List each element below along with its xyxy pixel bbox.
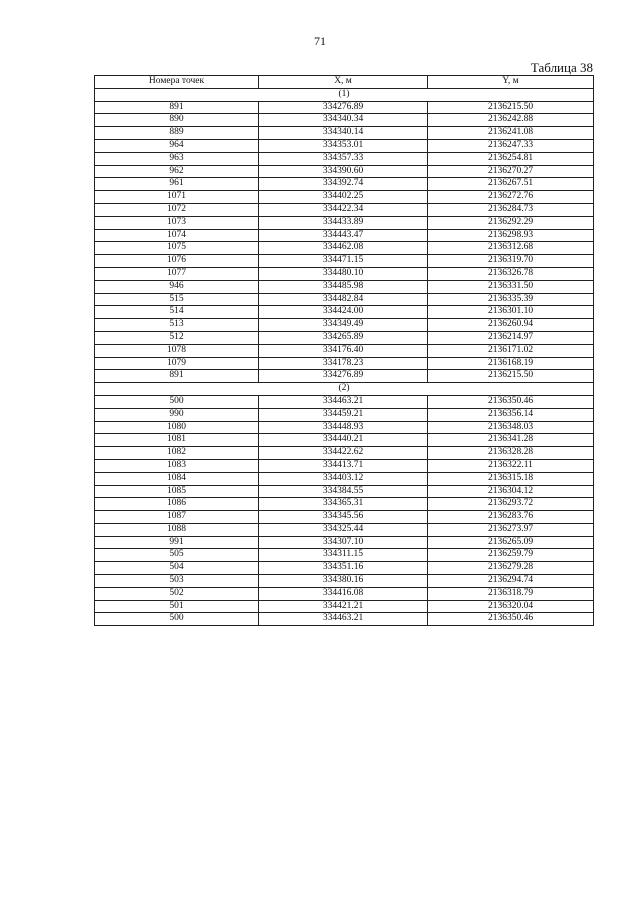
y-coordinate-cell: 2136319.70: [428, 255, 594, 268]
x-coordinate-cell: 334448.93: [259, 421, 428, 434]
x-coordinate-cell: 334422.62: [259, 447, 428, 460]
section-label-row: [95, 88, 594, 101]
x-coordinate-cell: 334345.56: [259, 511, 428, 524]
x-coordinate-cell: 334424.00: [259, 306, 428, 319]
x-coordinate-cell: 334440.21: [259, 434, 428, 447]
point-number-cell: 889: [95, 127, 259, 140]
point-number-cell: 1076: [95, 255, 259, 268]
table-row: [95, 255, 594, 268]
x-coordinate-cell: 334482.84: [259, 293, 428, 306]
table-row: [95, 229, 594, 242]
y-coordinate-cell: 2136270.27: [428, 165, 594, 178]
table-row: [95, 165, 594, 178]
y-coordinate-cell: 2136171.02: [428, 344, 594, 357]
table-row: [95, 511, 594, 524]
table-row: [95, 216, 594, 229]
point-number-cell: 1082: [95, 447, 259, 460]
y-coordinate-cell: 2136312.68: [428, 242, 594, 255]
x-coordinate-cell: 334178.23: [259, 357, 428, 370]
y-coordinate-cell: 2136348.03: [428, 421, 594, 434]
x-coordinate-cell: 334443.47: [259, 229, 428, 242]
section-label-row: [95, 383, 594, 396]
y-coordinate-cell: 2136272.76: [428, 191, 594, 204]
point-number-cell: 963: [95, 152, 259, 165]
table-caption: Таблица 38: [530, 60, 593, 75]
table-row: [95, 152, 594, 165]
y-coordinate-cell: 2136259.79: [428, 549, 594, 562]
x-coordinate-cell: 334392.74: [259, 178, 428, 191]
point-number-cell: 501: [95, 600, 259, 613]
y-coordinate-cell: 2136279.28: [428, 562, 594, 575]
table-row: [95, 280, 594, 293]
y-coordinate-cell: 2136315.18: [428, 472, 594, 485]
x-coordinate-cell: 334384.55: [259, 485, 428, 498]
point-number-cell: 891: [95, 370, 259, 383]
table-row: [95, 498, 594, 511]
point-number-cell: 502: [95, 587, 259, 600]
table-row: [95, 408, 594, 421]
x-coordinate-cell: 334307.10: [259, 536, 428, 549]
x-coordinate-cell: 334459.21: [259, 408, 428, 421]
table-row: [95, 447, 594, 460]
table-row: [95, 485, 594, 498]
table-row: [95, 459, 594, 472]
table-row: [95, 575, 594, 588]
point-number-cell: 515: [95, 293, 259, 306]
x-coordinate-cell: 334353.01: [259, 139, 428, 152]
point-number-cell: 512: [95, 331, 259, 344]
x-coordinate-cell: 334463.21: [259, 613, 428, 626]
point-number-cell: 1086: [95, 498, 259, 511]
table-row: [95, 370, 594, 383]
point-number-cell: 1075: [95, 242, 259, 255]
table-row: [95, 536, 594, 549]
point-number-cell: 946: [95, 280, 259, 293]
y-coordinate-cell: 2136326.78: [428, 267, 594, 280]
y-coordinate-cell: 2136242.88: [428, 114, 594, 127]
y-coordinate-cell: 2136328.28: [428, 447, 594, 460]
point-number-cell: 961: [95, 178, 259, 191]
y-coordinate-cell: 2136322.11: [428, 459, 594, 472]
x-coordinate-cell: 334471.15: [259, 255, 428, 268]
x-coordinate-cell: 334276.89: [259, 101, 428, 114]
table-row: [95, 357, 594, 370]
x-coordinate-cell: 334276.89: [259, 370, 428, 383]
y-coordinate-cell: 2136335.39: [428, 293, 594, 306]
table-row: [95, 344, 594, 357]
y-coordinate-cell: 2136265.09: [428, 536, 594, 549]
y-coordinate-cell: 2136247.33: [428, 139, 594, 152]
section-label: (1): [95, 88, 594, 101]
x-coordinate-cell: 334265.89: [259, 331, 428, 344]
table-row: [95, 306, 594, 319]
x-coordinate-cell: 334402.25: [259, 191, 428, 204]
y-coordinate-cell: 2136350.46: [428, 613, 594, 626]
x-coordinate-cell: 334390.60: [259, 165, 428, 178]
x-coordinate-cell: 334421.21: [259, 600, 428, 613]
table-row: [95, 319, 594, 332]
y-coordinate-cell: 2136301.10: [428, 306, 594, 319]
point-number-cell: 500: [95, 613, 259, 626]
point-number-cell: 1080: [95, 421, 259, 434]
y-coordinate-cell: 2136283.76: [428, 511, 594, 524]
table-row: [95, 203, 594, 216]
table-row: [95, 549, 594, 562]
point-number-cell: 962: [95, 165, 259, 178]
y-coordinate-cell: 2136267.51: [428, 178, 594, 191]
point-number-cell: 1083: [95, 459, 259, 472]
y-coordinate-cell: 2136318.79: [428, 587, 594, 600]
section-label: (2): [95, 383, 594, 396]
y-coordinate-cell: 2136294.74: [428, 575, 594, 588]
table-row: [95, 242, 594, 255]
y-coordinate-cell: 2136350.46: [428, 395, 594, 408]
x-coordinate-cell: 334416.08: [259, 587, 428, 600]
y-coordinate-cell: 2136293.72: [428, 498, 594, 511]
point-number-cell: 514: [95, 306, 259, 319]
y-coordinate-cell: 2136168.19: [428, 357, 594, 370]
point-number-cell: 500: [95, 395, 259, 408]
table-body: [95, 88, 594, 625]
x-coordinate-cell: 334349.49: [259, 319, 428, 332]
table-row: [95, 472, 594, 485]
y-coordinate-cell: 2136241.08: [428, 127, 594, 140]
x-coordinate-cell: 334340.14: [259, 127, 428, 140]
point-number-cell: 513: [95, 319, 259, 332]
y-coordinate-cell: 2136320.04: [428, 600, 594, 613]
point-number-cell: 891: [95, 101, 259, 114]
point-number-cell: 890: [95, 114, 259, 127]
x-coordinate-cell: 334351.16: [259, 562, 428, 575]
table-row: [95, 139, 594, 152]
y-coordinate-cell: 2136356.14: [428, 408, 594, 421]
point-number-cell: 1087: [95, 511, 259, 524]
y-coordinate-cell: 2136214.97: [428, 331, 594, 344]
point-number-cell: 505: [95, 549, 259, 562]
point-number-cell: 1073: [95, 216, 259, 229]
table-row: [95, 101, 594, 114]
y-coordinate-cell: 2136273.97: [428, 523, 594, 536]
x-coordinate-cell: 334403.12: [259, 472, 428, 485]
x-coordinate-cell: 334357.33: [259, 152, 428, 165]
point-number-cell: 1088: [95, 523, 259, 536]
x-coordinate-cell: 334340.34: [259, 114, 428, 127]
table-row: [95, 434, 594, 447]
x-coordinate-cell: 334485.98: [259, 280, 428, 293]
point-number-cell: 504: [95, 562, 259, 575]
point-number-cell: 1077: [95, 267, 259, 280]
y-coordinate-cell: 2136215.50: [428, 370, 594, 383]
coordinates-table: [94, 75, 594, 626]
point-number-cell: 1084: [95, 472, 259, 485]
table-row: [95, 613, 594, 626]
y-coordinate-cell: 2136254.81: [428, 152, 594, 165]
table-row: [95, 421, 594, 434]
point-number-cell: 1079: [95, 357, 259, 370]
x-coordinate-cell: 334365.31: [259, 498, 428, 511]
y-coordinate-cell: 2136298.93: [428, 229, 594, 242]
y-coordinate-cell: 2136304.12: [428, 485, 594, 498]
x-coordinate-cell: 334311.15: [259, 549, 428, 562]
x-coordinate-cell: 334463.21: [259, 395, 428, 408]
point-number-cell: 1085: [95, 485, 259, 498]
table-row: [95, 395, 594, 408]
table-row: [95, 191, 594, 204]
point-number-cell: 1072: [95, 203, 259, 216]
y-coordinate-cell: 2136292.29: [428, 216, 594, 229]
x-coordinate-cell: 334325.44: [259, 523, 428, 536]
table-row: [95, 114, 594, 127]
x-coordinate-cell: 334422.34: [259, 203, 428, 216]
y-coordinate-cell: 2136284.73: [428, 203, 594, 216]
x-coordinate-cell: 334462.08: [259, 242, 428, 255]
y-coordinate-cell: 2136260.94: [428, 319, 594, 332]
table-row: [95, 562, 594, 575]
point-number-cell: 991: [95, 536, 259, 549]
x-coordinate-cell: 334480.10: [259, 267, 428, 280]
table-row: [95, 600, 594, 613]
table-row: [95, 331, 594, 344]
x-coordinate-cell: 334413.71: [259, 459, 428, 472]
page-number: 71: [314, 34, 326, 48]
point-number-cell: 1074: [95, 229, 259, 242]
point-number-cell: 1071: [95, 191, 259, 204]
point-number-cell: 964: [95, 139, 259, 152]
column-header-y: Y, м: [428, 76, 594, 89]
point-number-cell: 503: [95, 575, 259, 588]
table-row: [95, 178, 594, 191]
table-row: [95, 587, 594, 600]
y-coordinate-cell: 2136331.50: [428, 280, 594, 293]
y-coordinate-cell: 2136341.28: [428, 434, 594, 447]
x-coordinate-cell: 334433.89: [259, 216, 428, 229]
point-number-cell: 990: [95, 408, 259, 421]
column-header-x: X, м: [259, 76, 428, 89]
table-row: [95, 523, 594, 536]
table-row: [95, 127, 594, 140]
table-row: [95, 293, 594, 306]
column-header-point-number: Номера точек: [95, 76, 259, 89]
table-row: [95, 267, 594, 280]
x-coordinate-cell: 334176.40: [259, 344, 428, 357]
table-header-row: [95, 76, 594, 89]
point-number-cell: 1081: [95, 434, 259, 447]
x-coordinate-cell: 334380.16: [259, 575, 428, 588]
point-number-cell: 1078: [95, 344, 259, 357]
y-coordinate-cell: 2136215.50: [428, 101, 594, 114]
